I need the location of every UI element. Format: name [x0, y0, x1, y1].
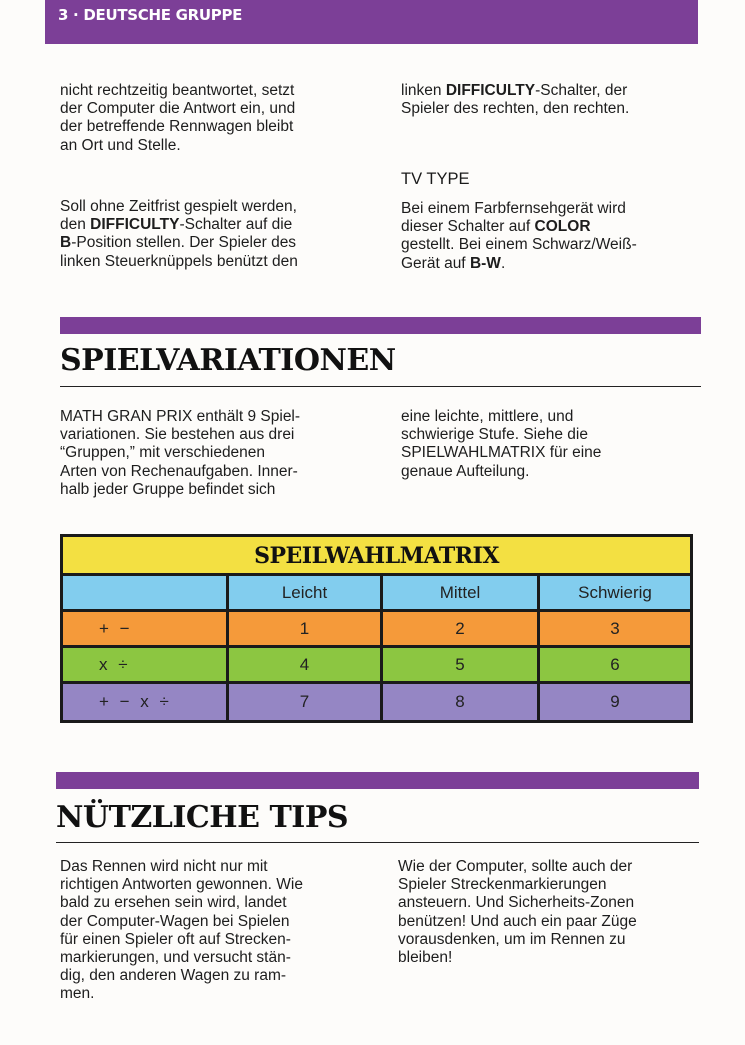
- text-line: [401, 255, 701, 273]
- difficulty-term: DIFFICULTY: [90, 216, 180, 234]
- text-line: [401, 218, 701, 236]
- bw-term: B-W: [469, 254, 501, 272]
- difficulty-term: DIFFICULTY: [445, 82, 536, 99]
- spielvariationen-left-text: [60, 408, 360, 499]
- matrix-value-cell: 2: [383, 612, 540, 645]
- intro-left-paragraph-1: [60, 82, 360, 155]
- matrix-value-cell: 9: [610, 692, 620, 711]
- text-line: linken Steuerknüppels benützt den: [60, 252, 298, 270]
- text-line: [60, 234, 360, 252]
- matrix-value-cell: 6: [610, 654, 620, 674]
- text-line: nicht rechtzeitig beantwortet, setzt: [60, 82, 295, 99]
- matrix-row: [63, 684, 690, 720]
- matrix-ops-cell: + − x ÷: [63, 684, 229, 720]
- text-line: Bei einem Farbfernsehgerät wird: [401, 200, 626, 217]
- text-line: schwierige Stufe. Siehe die: [401, 426, 588, 444]
- text-line: Das Rennen wird nicht nur mit: [60, 858, 268, 875]
- b-position-term: B: [60, 234, 72, 252]
- text-line: der Computer-Wagen bei Spielen: [60, 912, 290, 930]
- text-line: vorausdenken, um im Rennen zu: [398, 930, 626, 948]
- matrix-value-cell: 7: [229, 684, 383, 720]
- text-line: benützen! Und auch ein paar Züge: [398, 912, 637, 930]
- text-line: Wie der Computer, sollte auch der: [398, 858, 633, 875]
- text-line: Arten von Rechenaufgaben. Inner-: [60, 462, 298, 480]
- section-divider-bar: [56, 772, 699, 789]
- matrix-row: [63, 612, 690, 645]
- text-line: genaue Aufteilung.: [401, 462, 530, 480]
- text-line: eine leichte, mittlere, und: [401, 408, 574, 425]
- text-line: variationen. Sie bestehen aus drei: [60, 426, 295, 444]
- text-span: Gerät auf: [401, 254, 470, 272]
- matrix-header-cell: Schwierig: [578, 582, 652, 602]
- text-line: MATH GRAN PRIX enthält 9 Spiel-: [60, 408, 301, 425]
- matrix-header-cell: Mittel: [383, 576, 540, 609]
- text-line: an Ort und Stelle.: [60, 136, 181, 154]
- text-line: der betreffende Rennwagen bleibt: [60, 118, 294, 136]
- text-line: Spieler Streckenmarkierungen: [398, 876, 607, 894]
- matrix-value-cell: 4: [229, 648, 383, 681]
- tips-title: NÜTZLICHE TIPS: [56, 800, 349, 835]
- text-span: linken: [401, 82, 446, 99]
- matrix-ops-cell: x ÷: [63, 648, 229, 681]
- matrix-header-row: [63, 576, 690, 609]
- text-line: SPIELWAHLMATRIX für eine: [401, 444, 602, 462]
- tv-type-heading: TV TYPE: [401, 170, 470, 188]
- text-line: [60, 216, 360, 234]
- matrix-value-cell: 3: [610, 618, 620, 638]
- intro-left-paragraph-2: [60, 198, 360, 271]
- text-span: -Position stellen. Der Spieler des: [71, 234, 297, 252]
- text-line: bleiben!: [398, 949, 453, 967]
- intro-right-paragraph-1: [401, 82, 701, 118]
- matrix-row: [63, 648, 690, 681]
- text-line: richtigen Antworten gewonnen. Wie: [60, 876, 303, 894]
- text-line: halb jeder Gruppe befindet sich: [60, 480, 276, 498]
- intro-right-paragraph-2: [401, 200, 701, 273]
- tips-right-text: [398, 858, 703, 967]
- matrix-ops-cell: + −: [63, 612, 229, 645]
- color-term: COLOR: [534, 218, 591, 236]
- matrix-header-cell: [63, 576, 229, 609]
- text-span: -Schalter, der: [535, 82, 628, 99]
- text-line: Soll ohne Zeitfrist gespielt werden,: [60, 198, 297, 215]
- tips-left-text: [60, 858, 360, 1004]
- text-span: dieser Schalter auf: [401, 218, 535, 236]
- title-underline: [56, 842, 699, 843]
- text-line: [401, 82, 701, 100]
- spielvariationen-title: SPIELVARIATIONEN: [60, 343, 396, 378]
- text-line: men.: [60, 985, 95, 1003]
- matrix-value-cell: 5: [383, 648, 540, 681]
- text-line: der Computer die Antwort ein, und: [60, 100, 296, 118]
- text-line: bald zu ersehen sein wird, landet: [60, 894, 287, 912]
- text-span: den: [60, 216, 91, 234]
- page-label: 3 · DEUTSCHE GRUPPE: [58, 6, 243, 24]
- text-line: Spieler des rechten, den rechten.: [401, 100, 630, 118]
- matrix-value-cell: 8: [383, 684, 540, 720]
- text-line: gestellt. Bei einem Schwarz/Weiß-: [401, 236, 637, 254]
- text-line: dig, den anderen Wagen zu ram-: [60, 967, 287, 985]
- text-line: ansteuern. Und Sicherheits-Zonen: [398, 894, 635, 912]
- section-divider-bar: [60, 317, 701, 334]
- title-underline: [60, 386, 701, 387]
- matrix-value-cell: 1: [229, 612, 383, 645]
- matrix-header-cell: Leicht: [229, 576, 383, 609]
- spielvariationen-right-text: [401, 408, 701, 481]
- text-line: “Gruppen,” mit verschiedenen: [60, 444, 266, 462]
- text-line: markierungen, und versucht stän-: [60, 949, 291, 967]
- game-select-matrix: [60, 534, 693, 723]
- text-span: -Schalter auf die: [179, 216, 293, 234]
- matrix-title: SPEILWAHLMATRIX: [63, 537, 690, 573]
- text-span: .: [500, 254, 506, 272]
- text-line: für einen Spieler oft auf Strecken-: [60, 930, 291, 948]
